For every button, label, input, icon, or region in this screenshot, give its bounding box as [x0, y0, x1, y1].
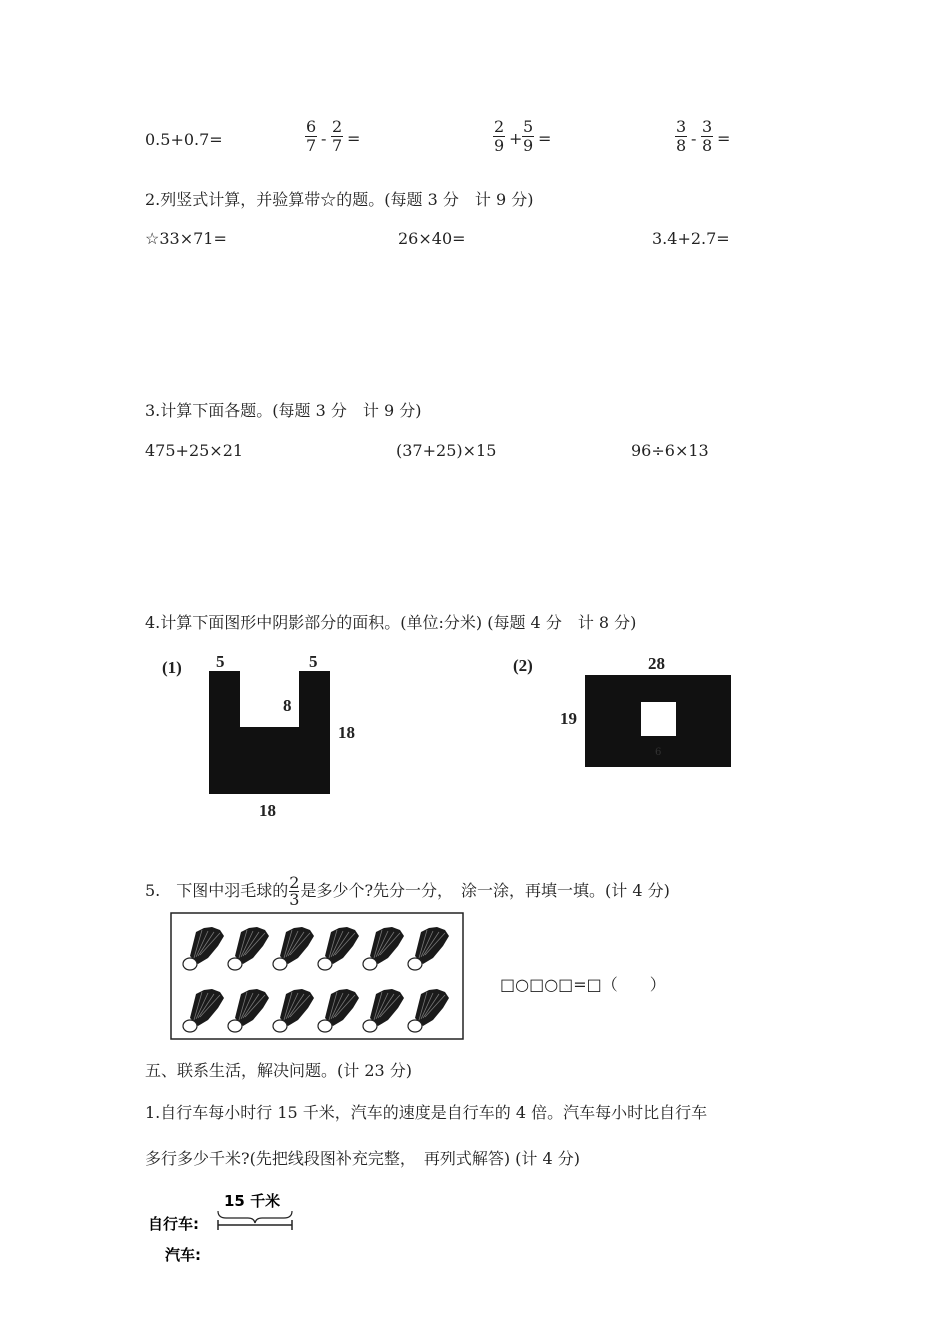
equals: = — [347, 129, 361, 148]
q3-item-2: (37+25)×15 — [396, 441, 497, 460]
q5-suffix: 是多少个?先分一分， 涂一涂，再填一填。(计 4 分) — [300, 881, 670, 900]
q5-formula: □○□○□=□（ ） — [500, 975, 666, 994]
section5-q1-line2: 多行多少千米?(先把线段图补充完整， 再列式解答) (计 4 分) — [145, 1149, 580, 1168]
dim-top: 28 — [648, 654, 665, 673]
calc-item-1: 0.5+0.7= — [145, 130, 223, 149]
inner-square — [641, 702, 676, 736]
fraction: $\frac{2}{7}$ — [332, 117, 343, 155]
operator: + — [509, 129, 523, 148]
segment-label: 15 千米 — [224, 1192, 281, 1210]
q3-item-3: 96÷6×13 — [631, 441, 709, 460]
figure-2 — [505, 640, 745, 780]
q5-title — [145, 875, 670, 908]
dim-inner: 8 — [283, 696, 292, 715]
figure-2-label: (2) — [513, 656, 533, 675]
fraction: $\frac{3}{8}$ — [676, 117, 687, 155]
bike-label: 自行车: — [148, 1215, 199, 1233]
fraction: $\frac{3}{8}$ — [702, 117, 713, 155]
q2-item-2: 26×40= — [398, 229, 466, 248]
brace — [218, 1211, 292, 1223]
section5-q1-line1: 1.自行车每小时行 15 千米，汽车的速度是自行车的 4 倍。汽车每小时比自行车 — [145, 1103, 708, 1122]
q5-fraction: $\frac{2}{3}$ — [289, 873, 300, 909]
section5-title: 五、联系生活，解决问题。(计 23 分) — [145, 1061, 413, 1080]
q2-item-1: ☆33×71= — [145, 229, 227, 248]
fraction: $\frac{5}{9}$ — [523, 117, 534, 155]
equals: = — [717, 129, 731, 148]
dim-right: 18 — [338, 723, 355, 742]
q2-item-3: 3.4+2.7= — [652, 229, 730, 248]
q3-item-1: 475+25×21 — [145, 441, 244, 460]
car-label: 汽车: — [165, 1246, 201, 1264]
dim-top-right: 5 — [309, 652, 318, 671]
operator: - — [691, 129, 697, 148]
fraction: $\frac{6}{7}$ — [306, 117, 317, 155]
figure-1-label: (1) — [162, 658, 182, 677]
line-diagram — [140, 1185, 310, 1275]
shuttlecock-box — [170, 912, 465, 1040]
q3-title: 3.计算下面各题。(每题 3 分 计 9 分) — [145, 401, 422, 420]
dim-left: 19 — [560, 709, 577, 728]
fraction: $\frac{2}{9}$ — [494, 117, 505, 155]
operator: - — [321, 129, 327, 148]
dim-top-left: 5 — [216, 652, 225, 671]
q4-title: 4.计算下面图形中阴影部分的面积。(单位:分米) (每题 4 分 计 8 分) — [145, 613, 637, 632]
q2-title: 2.列竖式计算，并验算带☆的题。(每题 3 分 计 9 分) — [145, 190, 534, 209]
dim-bottom: 18 — [259, 801, 276, 820]
figure-1 — [150, 640, 390, 825]
dim-inner: 6 — [655, 747, 662, 758]
q5-prefix: 5. 下图中羽毛球的 — [145, 881, 289, 900]
u-shape — [209, 671, 330, 794]
equals: = — [538, 129, 552, 148]
